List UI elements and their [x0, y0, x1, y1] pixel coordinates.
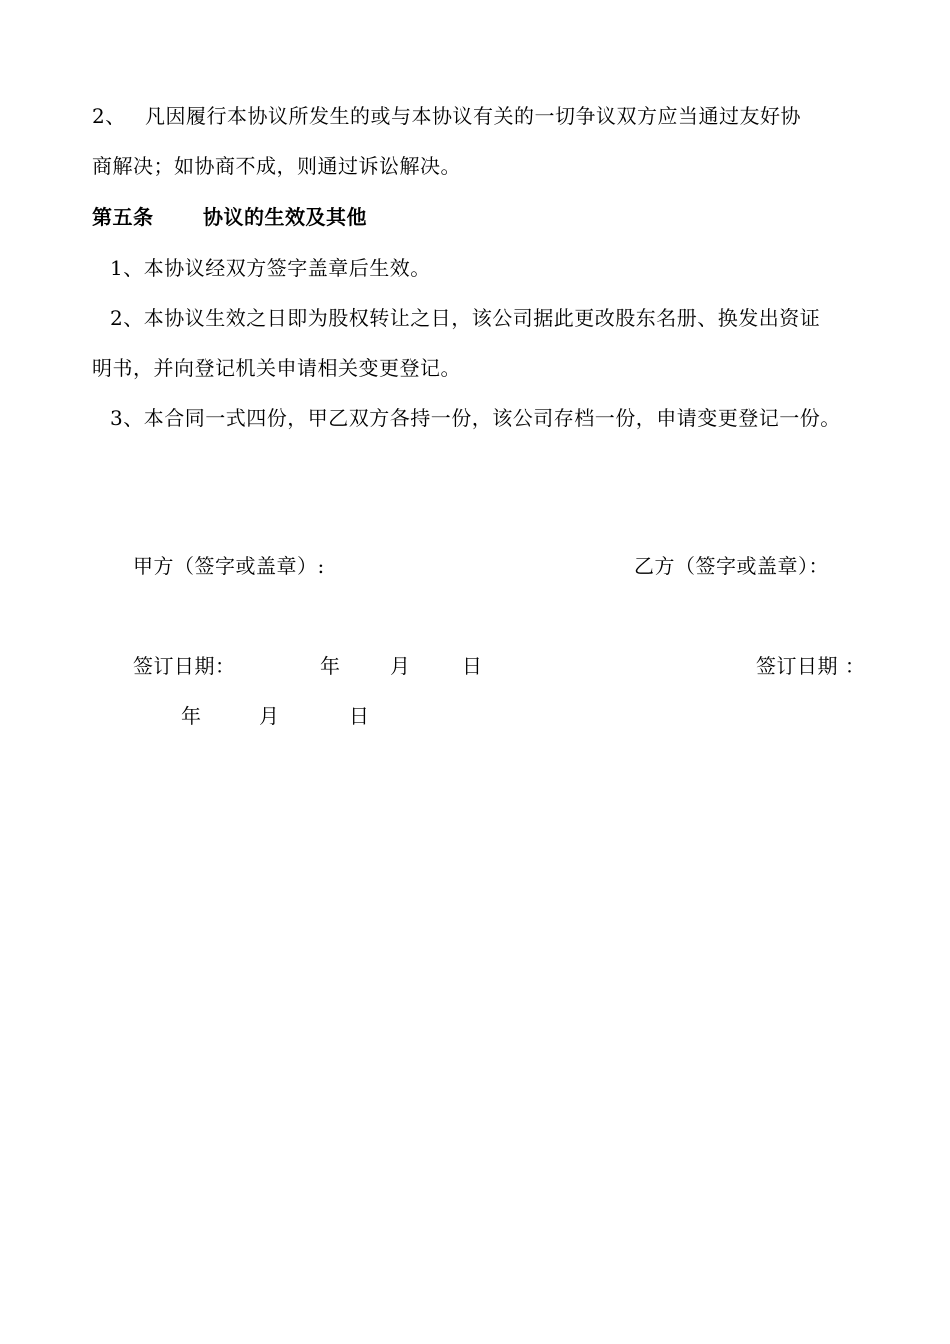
party-a-date-day: 日 — [462, 654, 483, 678]
clause5-item1: 1、本协议经双方签字盖章后生效。 — [110, 256, 431, 280]
clause5-item2-line1: 2、本协议生效之日即为股权转让之日，该公司据此更改股东名册、换发出资证 — [110, 306, 821, 330]
clause4-item2-number: 2、 — [92, 104, 126, 128]
clause5-item2-line2: 明书，并向登记机关申请相关变更登记。 — [92, 356, 461, 380]
party-a-signature-label: 甲方（签字或盖章）: — [133, 554, 325, 578]
clause5-item3: 3、本合同一式四份，甲乙双方各持一份，该公司存档一份，申请变更登记一份。 — [110, 406, 841, 430]
clause5-heading-title: 协议的生效及其他 — [203, 205, 367, 229]
party-a-date-label: 签订日期： — [133, 654, 236, 678]
party-b-date-day: 日 — [349, 704, 370, 728]
party-a-date-year: 年 — [320, 654, 341, 678]
party-b-date-label: 签订日期 ： — [756, 654, 866, 678]
party-a-date-month: 月 — [390, 654, 411, 678]
clause5-heading-number: 第五条 — [92, 205, 154, 229]
clause4-item2-line1: 凡因履行本协议所发生的或与本协议有关的一切争议双方应当通过友好协 — [145, 104, 801, 128]
clause4-item2-line2: 商解决；如协商不成，则通过诉讼解决。 — [92, 154, 461, 178]
party-b-date-month: 月 — [259, 704, 280, 728]
party-b-signature-label: 乙方（签字或盖章）： — [634, 554, 829, 578]
party-b-date-year: 年 — [181, 704, 202, 728]
